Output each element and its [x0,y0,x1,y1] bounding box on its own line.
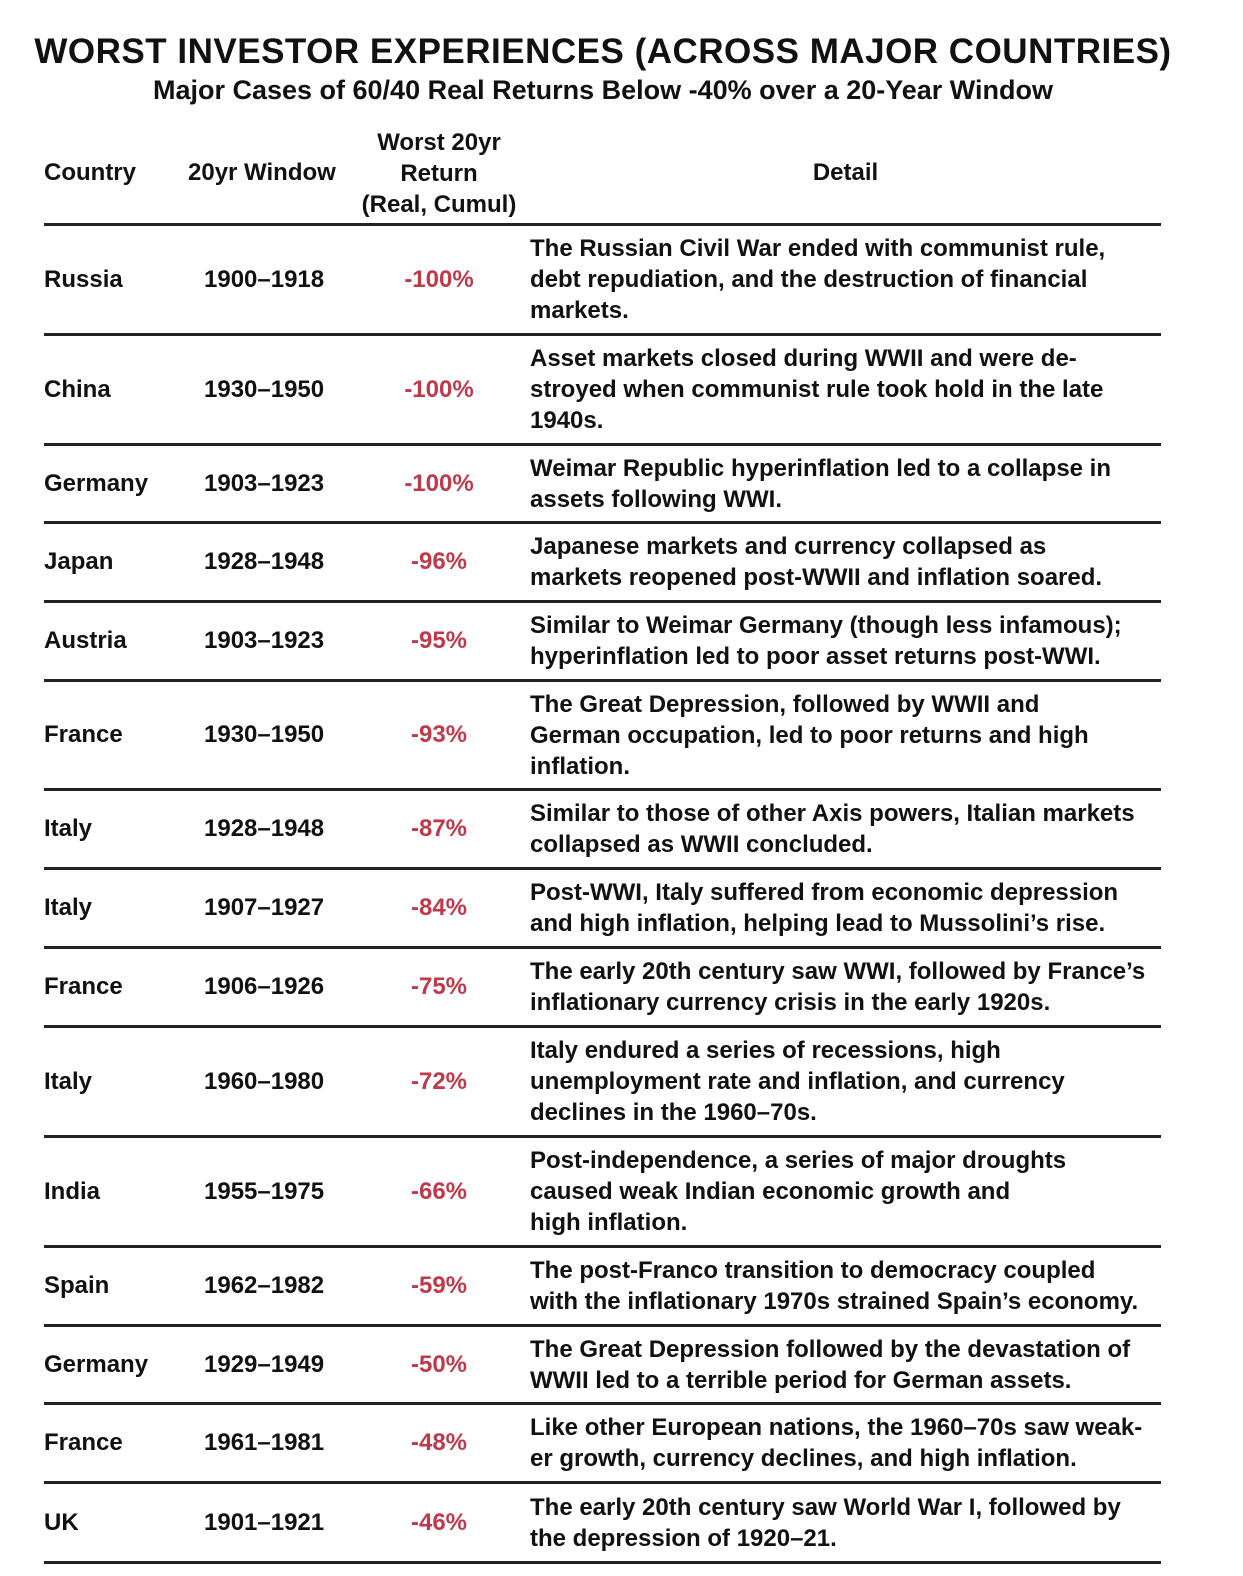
cell-country: France [44,973,123,1000]
table-row [44,1484,1161,1561]
cell-window: 1907–1927 [204,894,325,921]
table-header [44,124,1161,222]
cell-country: Germany [44,469,149,497]
cell-worst-return: -100% [404,375,474,403]
cell-country: China [44,375,111,403]
cell-country: UK [44,1508,79,1536]
detail-line: The Great Depression followed by the devastation of [530,1335,1131,1363]
detail-line: WWII led to a terrible period for German assets. [530,1366,1072,1394]
detail-line: Italy endured a series of recessions, high [530,1037,1001,1064]
cell-detail [530,343,1170,436]
detail-line: the depression of 1920–21. [530,1524,837,1552]
detail-line: collapsed as WWII concluded. [530,831,873,858]
detail-line: unemployment rate and inflation, and currency [530,1068,1065,1095]
detail-line: assets following WWI. [530,485,783,513]
table-row [44,949,1161,1025]
page-title: WORST INVESTOR EXPERIENCES (ACROSS MAJOR COUNTRIES) [34,32,1172,71]
table-row [44,1248,1161,1324]
table-row [44,226,1161,333]
detail-line: high inflation. [530,1209,688,1236]
cell-worst-return: -72% [410,1067,468,1095]
table-row [44,524,1161,600]
cell-detail [530,1145,1170,1238]
detail-line: markets reopened post-WWII and inflation soared. [530,564,1103,591]
cell-window: 1928–1948 [204,815,325,842]
table-row [44,336,1161,443]
cell-window: 1930–1950 [204,375,325,403]
row-divider [44,1561,1161,1564]
header-worst-line1: Worst 20yr [377,128,501,156]
table-row [44,870,1161,946]
cell-window: 1901–1921 [204,1508,325,1536]
cell-worst-return: -84% [410,894,468,921]
detail-line: Post-independence, a series of major droughts [530,1147,1067,1174]
cell-worst-return: -100% [404,265,474,293]
detail-line: and high inflation, helping lead to Mussolini’s rise. [530,910,1106,937]
table-row [44,682,1161,788]
detail-line: The early 20th century saw World War I, followed by [530,1493,1121,1521]
cell-worst-return: -50% [410,1350,468,1378]
table-row [44,603,1161,679]
cell-window: 1906–1926 [204,973,325,1000]
header-detail: Detail [812,159,879,186]
cell-country: Italy [44,815,93,842]
header-worst-line2: Return [400,159,478,187]
detail-line: caused weak Indian economic growth and [530,1178,1011,1205]
detail-line: The Russian Civil War ended with communist rule, [530,235,1106,262]
cell-detail [530,956,1170,1018]
cell-detail [530,1035,1170,1128]
cell-country: Austria [44,627,127,654]
detail-line: Similar to those of other Axis powers, Italian markets [530,800,1135,827]
detail-line: debt repudiation, and the destruction of financial [530,266,1088,293]
cell-window: 1903–1923 [204,627,325,654]
cell-window: 1961–1981 [204,1429,325,1456]
page-subtitle: Major Cases of 60/40 Real Returns Below -40% over a 20-Year Window [152,75,1054,105]
cell-country: Russia [44,265,123,293]
cell-detail [530,233,1170,326]
cell-detail [530,610,1170,672]
cell-detail [530,689,1170,782]
cell-country: Italy [44,1067,93,1095]
detail-line: inflationary currency crisis in the early 1920s. [530,989,1051,1016]
table-row [44,1028,1161,1135]
cell-detail [530,1334,1170,1396]
detail-line: hyperinflation led to poor asset returns post-WWI. [530,643,1101,670]
detail-line: er growth, currency declines, and high inflation. [530,1445,1077,1472]
cell-worst-return: -75% [410,973,468,1000]
cell-detail [530,877,1170,939]
cell-window: 1962–1982 [204,1272,325,1299]
header-worst-return [344,124,534,222]
cell-window: 1900–1918 [204,265,325,293]
cell-worst-return: -96% [410,548,468,575]
detail-line: Like other European nations, the 1960–70s saw weak- [530,1414,1143,1441]
cell-detail [530,1255,1170,1317]
table-row [44,1327,1161,1402]
cell-worst-return: -59% [410,1272,468,1299]
detail-line: The Great Depression, followed by WWII and [530,690,1040,718]
table-row [44,1405,1161,1481]
table-row [44,1138,1161,1245]
cell-detail [530,453,1170,515]
cell-country: India [44,1177,101,1205]
cell-detail [530,798,1170,860]
cell-worst-return: -100% [404,469,474,497]
cell-worst-return: -87% [410,815,468,842]
cell-country: Germany [44,1350,149,1378]
table-row [44,446,1161,521]
cell-window: 1929–1949 [204,1350,325,1378]
detail-line: Post-WWI, Italy suffered from economic depression [530,879,1119,906]
header-worst-line3: (Real, Cumul) [361,190,517,218]
cell-country: Italy [44,894,93,921]
cell-window: 1930–1950 [204,721,325,748]
detail-line: declines in the 1960–70s. [530,1099,817,1126]
detail-line: inflation. [530,752,630,780]
cell-detail [530,1492,1170,1554]
detail-line: Japanese markets and currency collapsed as [530,533,1047,560]
detail-line: Similar to Weimar Germany (though less infamous); [530,612,1122,639]
cell-country: France [44,1429,123,1456]
cell-worst-return: -93% [410,721,468,748]
detail-line: 1940s. [530,407,604,434]
detail-line: with the inflationary 1970s strained Spain’s economy. [530,1288,1139,1315]
cell-worst-return: -66% [410,1177,468,1205]
cell-worst-return: -95% [410,627,468,654]
detail-line: stroyed when communist rule took hold in the late [530,376,1104,403]
cell-country: France [44,721,123,748]
table-row [44,791,1161,867]
detail-line: Asset markets closed during WWII and were de- [530,345,1077,372]
cell-country: Japan [44,548,114,575]
cell-worst-return: -46% [410,1508,468,1536]
detail-line: The early 20th century saw WWI, followed by France’s [530,958,1146,985]
detail-line: The post-Franco transition to democracy coupled [530,1257,1096,1284]
cell-detail [530,531,1170,593]
detail-line: Weimar Republic hyperinflation led to a collapse in [530,454,1112,482]
cell-country: Spain [44,1272,110,1299]
cell-window: 1928–1948 [204,548,325,575]
cell-window: 1960–1980 [204,1067,325,1095]
header-window: 20yr Window [188,159,336,186]
cell-window: 1955–1975 [204,1177,325,1205]
cell-window: 1903–1923 [204,469,325,497]
header-country: Country [44,159,136,186]
cell-worst-return: -48% [410,1429,468,1456]
detail-line: markets. [530,297,629,324]
detail-line: German occupation, led to poor returns and high [530,721,1089,749]
cell-detail [530,1412,1170,1474]
